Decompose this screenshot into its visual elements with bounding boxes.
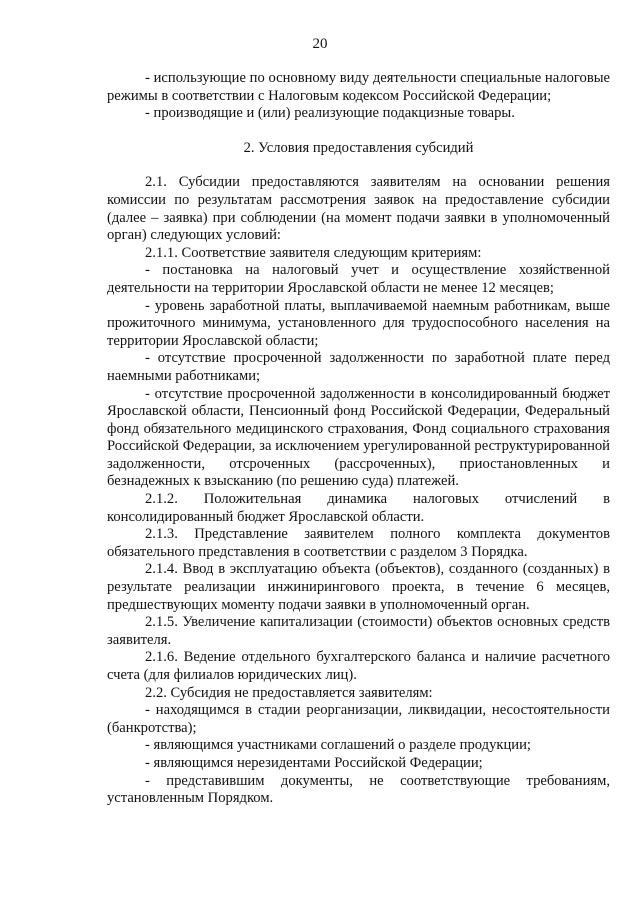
paragraph: - представившим документы, не соответствующие требованиям, установленным Порядком. [107,772,610,807]
paragraph: 2.1.3. Представление заявителем полного комплекта документов обязательного представления в соответствии с разделом 3 Порядка. [107,526,610,560]
paragraph: - находящимся в стадии реорганизации, ликвидации, несостоятельности (банкротства); [107,702,610,736]
paragraph: - уровень заработной платы, выплачиваемой наемным работникам, выше прожиточного минимума, установленного для трудоспособного населения на территории Ярославской области; [107,297,610,349]
paragraph: 2.1.4. Ввод в эксплуатацию объекта (объектов), созданного (созданных) в результате реализации инжинирингового проекта, в течение 6 месяцев, предшествующих моменту подачи заявки в уполномоченный орган. [107,561,610,613]
paragraph: - использующие по основному виду деятельности специальные налоговые режимы в соответствии с Налоговым кодексом Российской Федерации; [107,70,610,104]
paragraph: 2.1.5. Увеличение капитализации (стоимости) объектов основных средств заявителя. [107,614,610,648]
paragraph: - являющимся нерезидентами Российской Федерации; [145,754,483,771]
paragraph: - производящие и (или) реализующие подакцизные товары. [145,105,515,122]
paragraph: 2.1.6. Ведение отдельного бухгалтерского баланса и наличие расчетного счета (для филиалов юридических лиц). [107,649,610,683]
paragraph: - являющимся участниками соглашений о разделе продукции; [145,737,531,754]
page-number: 20 [312,36,328,52]
paragraph: - отсутствие просроченной задолженности в консолидированный бюджет Ярославской области, Пенсионный фонд Российской Федерации, Федеральный фонд обязательного медицинского страхования, Фонд социального страхования Российской Федерации, за исключением урегулированной реструктурированной задолженности, отсроченных (рассроченных), приостановленных и безнадежных к взысканию (по решению суда) платежей. [107,385,610,490]
paragraph: - постановка на налоговый учет и осуществление хозяйственной деятельности на территории Ярославской области не менее 12 месяцев; [107,262,610,296]
paragraph: 2.1.2. Положительная динамика налоговых отчислений в консолидированный бюджет Ярославской области. [107,491,610,525]
section-title: 2. Условия предоставления субсидий [243,139,474,156]
paragraph: - отсутствие просроченной задолженности по заработной плате перед наемными работниками; [107,350,610,384]
paragraph: 2.1. Субсидии предоставляются заявителям на основании решения комиссии по результатам рассмотрения заявок на предоставление субсидии (далее – заявка) при соблюдении (на момент подачи заявки в уполномоченный орган) следующих условий: [107,174,610,244]
paragraph: 2.2. Субсидия не предоставляется заявителям: [145,684,433,701]
document-body [107,70,610,808]
paragraph: 2.1.1. Соответствие заявителя следующим критериям: [145,244,482,261]
